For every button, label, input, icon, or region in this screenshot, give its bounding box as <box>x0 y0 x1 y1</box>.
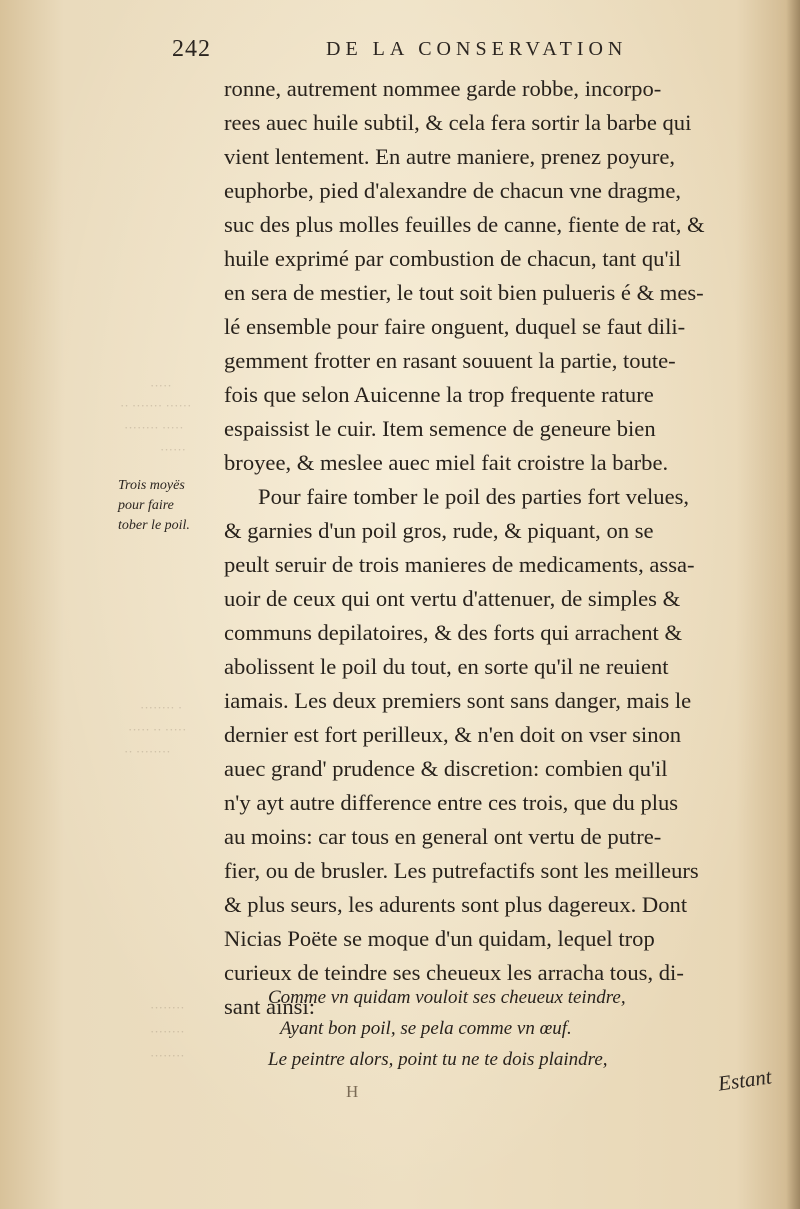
show-through: ·· ········ <box>124 744 171 759</box>
text-line: fois que selon Auicenne la trop frequente rature <box>224 382 654 407</box>
text-line: vient lentement. En autre maniere, prenez poyure, <box>224 144 676 169</box>
text-line: communs depilatoires, & des forts qui arrachent & <box>224 620 683 645</box>
show-through: ········ <box>150 1000 185 1015</box>
signature-mark: H <box>346 1082 359 1101</box>
page-header <box>172 36 760 66</box>
page-number: 242 <box>172 36 211 62</box>
text-line: & garnies d'un poil gros, rude, & piquant, on se <box>224 518 654 543</box>
show-through: ······ <box>160 442 186 457</box>
show-through: ····· <box>150 378 172 393</box>
text-line: espaissist le cuir. Item semence de geneure bien <box>224 416 656 441</box>
text-line: huile exprimé par combustion de chacun, tant qu'il <box>224 246 682 271</box>
paragraph-start-line: Pour faire tomber le poil des parties fort velues, <box>258 484 690 509</box>
text-line: dernier est fort perilleux, & n'en doit on vser sinon <box>224 722 682 747</box>
text-line: rees auec huile subtil, & cela fera sortir la barbe qui <box>224 110 692 135</box>
show-through: ·· ······· ······ <box>120 398 192 413</box>
text-line: euphorbe, pied d'alexandre de chacun vne dragme, <box>224 178 681 203</box>
text-line: n'y ayt autre difference entre ces trois, que du plus <box>224 790 679 815</box>
text-line: Nicias Poëte se moque d'un quidam, lequel trop <box>224 926 655 951</box>
text-line: lé ensemble pour faire onguent, duquel se faut dili- <box>224 314 686 339</box>
show-through: ········ ····· <box>124 420 184 435</box>
text-line: iamais. Les deux premiers sont sans danger, mais le <box>224 688 692 713</box>
text-line: fier, ou de brusler. Les putrefactifs sont les meilleurs <box>224 858 699 883</box>
verse-line: Ayant bon poil, se pela comme vn œuf. <box>280 1018 572 1039</box>
text-line: & plus seurs, les adurents sont plus dagereux. Dont <box>224 892 688 917</box>
text-line: curieux de teindre ses cheueux les arracha tous, di- <box>224 960 684 985</box>
show-through: ········ · <box>140 700 183 715</box>
running-head: DE LA CONSERVATION <box>326 38 628 60</box>
show-through: ········ <box>150 1024 185 1039</box>
marginal-note-line: Trois moyës <box>118 478 185 493</box>
show-through: ········ <box>150 1048 185 1063</box>
catchword: Estant <box>716 1064 774 1096</box>
verse-line: Le peintre alors, point tu ne te dois plaindre, <box>268 1049 608 1070</box>
text-line: en sera de mestier, le tout soit bien pulueris é & mes- <box>224 280 704 305</box>
text-line: abolissent le poil du tout, en sorte qu'il ne reuient <box>224 654 669 679</box>
text-line: ronne, autrement nommee garde robbe, incorpo- <box>224 76 662 101</box>
body-text <box>224 72 784 1024</box>
text-line: uoir de ceux qui ont vertu d'attenuer, de simples & <box>224 586 681 611</box>
text-line: suc des plus molles feuilles de canne, fiente de rat, & <box>224 212 705 237</box>
text-line: broyee, & meslee auec miel fait croistre la barbe. <box>224 450 669 475</box>
show-through: ····· ·· ····· <box>128 722 187 737</box>
marginal-note-line: tober le poil. <box>118 518 190 533</box>
text-line: gemment frotter en rasant souuent la partie, toute- <box>224 348 676 373</box>
page-edge-shadow <box>786 0 800 1209</box>
marginal-note-line: pour faire <box>118 498 174 513</box>
text-line: au moins: car tous en general ont vertu de putre- <box>224 824 662 849</box>
text-line: auec grand' prudence & discretion: combien qu'il <box>224 756 668 781</box>
text-line: sant ainsi: <box>224 994 315 1019</box>
verse-block <box>268 982 748 1075</box>
text-line: peult seruir de trois manieres de medicaments, assa- <box>224 552 695 577</box>
verse-line: Comme vn quidam vouloit ses cheueux teindre, <box>268 987 626 1008</box>
marginal-note <box>118 476 218 536</box>
